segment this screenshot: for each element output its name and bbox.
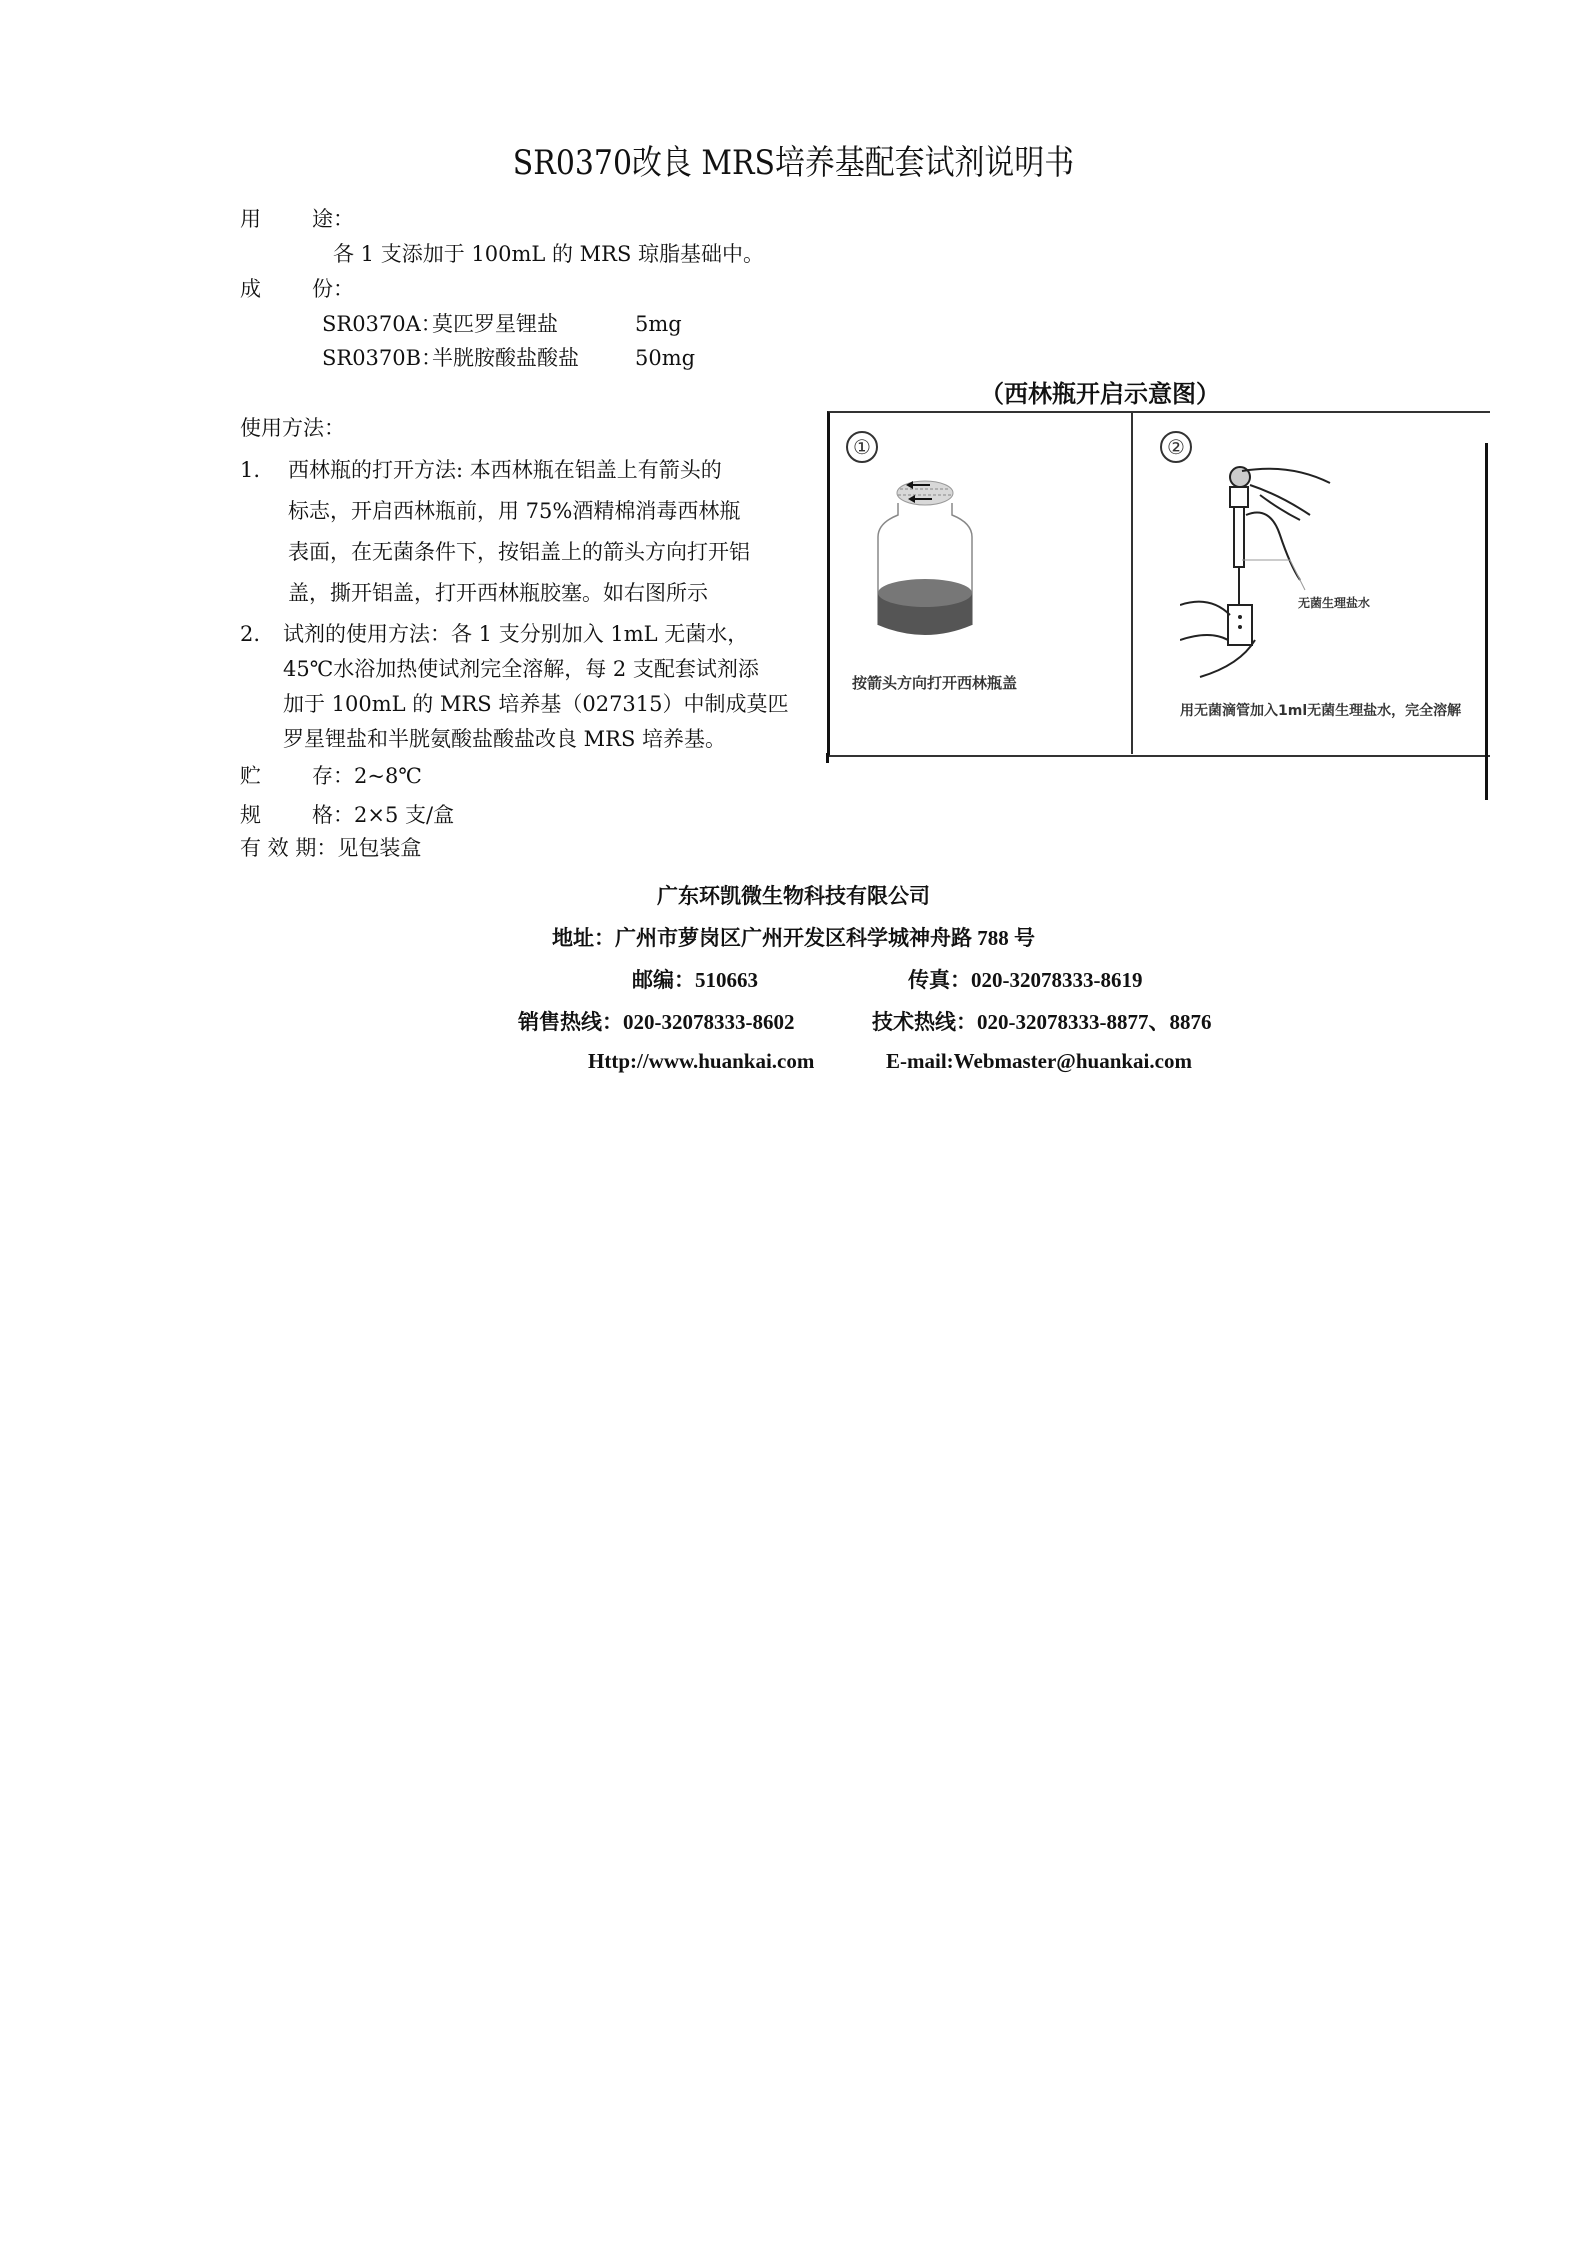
step-number: 1. [240, 458, 261, 482]
website-link[interactable]: Http://www.huankai.com [588, 1049, 815, 1073]
vial-icon [870, 475, 980, 650]
spec-label-b: 格： [312, 803, 354, 827]
step-line: 标志，开启西林瓶前，用 75%酒精棉消毒西林瓶 [288, 499, 741, 523]
usage-label [240, 207, 354, 231]
storage-value: 2~8℃ [354, 764, 422, 788]
panel1-caption: 按箭头方向打开西林瓶盖 [852, 674, 1018, 692]
composition-label-b: 份： [312, 277, 354, 301]
expiry-row [240, 836, 421, 860]
step-line: 加于 100mL 的 MRS 培养基（027315）中制成莫匹 [283, 692, 789, 716]
storage-label-a: 贮 [240, 764, 261, 788]
composition-label-a: 成 [240, 277, 261, 301]
step-number: 2. [240, 622, 261, 646]
page-title: SR0370改良 MRS培养基配套试剂说明书 [512, 143, 1075, 183]
postcode: 邮编：510663 [632, 968, 758, 992]
figure-left-border-ext [826, 753, 829, 763]
composition-label [240, 277, 354, 301]
step-line: 西林瓶的打开方法: 本西林瓶在铝盖上有箭头的 [288, 458, 722, 482]
item-amount: 5mg [635, 312, 682, 336]
item-name: 半胱胺酸盐酸盐 [432, 346, 579, 370]
spec-row [240, 803, 454, 827]
figure-divider [1131, 411, 1133, 754]
fax: 传真：020-32078333-8619 [908, 968, 1143, 992]
sales-hotline: 销售热线：020-32078333-8602 [518, 1010, 795, 1034]
panel2-caption: 用无菌滴管加入1ml无菌生理盐水，完全溶解 [1180, 703, 1462, 719]
email-link[interactable]: E-mail:Webmaster@huankai.com [886, 1049, 1192, 1073]
tech-hotline: 技术热线：020-32078333-8877、8876 [872, 1010, 1212, 1034]
storage-row [240, 764, 422, 788]
usage-label-a: 用 [240, 207, 261, 231]
figure-caption: （西林瓶开启示意图） [980, 379, 1220, 408]
usage-label-b: 途： [312, 207, 354, 231]
step-line: 试剂的使用方法：各 1 支分别加入 1mL 无菌水， [283, 622, 749, 646]
company-name: 广东环凯微生物科技有限公司 [657, 884, 930, 908]
composition-item [322, 346, 695, 370]
item-amount: 50mg [635, 346, 696, 370]
company-address: 地址：广州市萝岗区广州开发区科学城神舟路 788 号 [552, 926, 1035, 950]
item-code: SR0370A： [322, 312, 442, 336]
method-label: 使用方法： [240, 416, 345, 440]
saline-label: 无菌生理盐水 [1298, 596, 1371, 610]
spec-label-a: 规 [240, 803, 261, 827]
storage-label-b: 存： [312, 764, 354, 788]
panel-number-2: ② [1160, 431, 1192, 463]
spec-value: 2×5 支/盒 [354, 803, 455, 827]
panel-number-1: ① [846, 431, 878, 463]
usage-text: 各 1 支添加于 100mL 的 MRS 琼脂基础中。 [333, 242, 765, 266]
dropper-hands-icon [1180, 465, 1360, 680]
expiry-value: 见包装盒 [337, 836, 422, 860]
composition-item [322, 312, 682, 336]
item-code: SR0370B： [322, 346, 443, 370]
item-name: 莫匹罗星锂盐 [432, 312, 558, 336]
step-line: 盖，撕开铝盖，打开西林瓶胶塞。如右图所示 [288, 581, 708, 605]
expiry-label: 有 效 期： [240, 836, 338, 860]
figure-right-border [1485, 443, 1488, 800]
step-line: 罗星锂盐和半胱氨酸盐酸盐改良 MRS 培养基。 [283, 727, 727, 751]
step-line: 45℃水浴加热使试剂完全溶解，每 2 支配套试剂添 [283, 657, 759, 681]
step-line: 表面，在无菌条件下，按铝盖上的箭头方向打开铝 [288, 540, 750, 564]
